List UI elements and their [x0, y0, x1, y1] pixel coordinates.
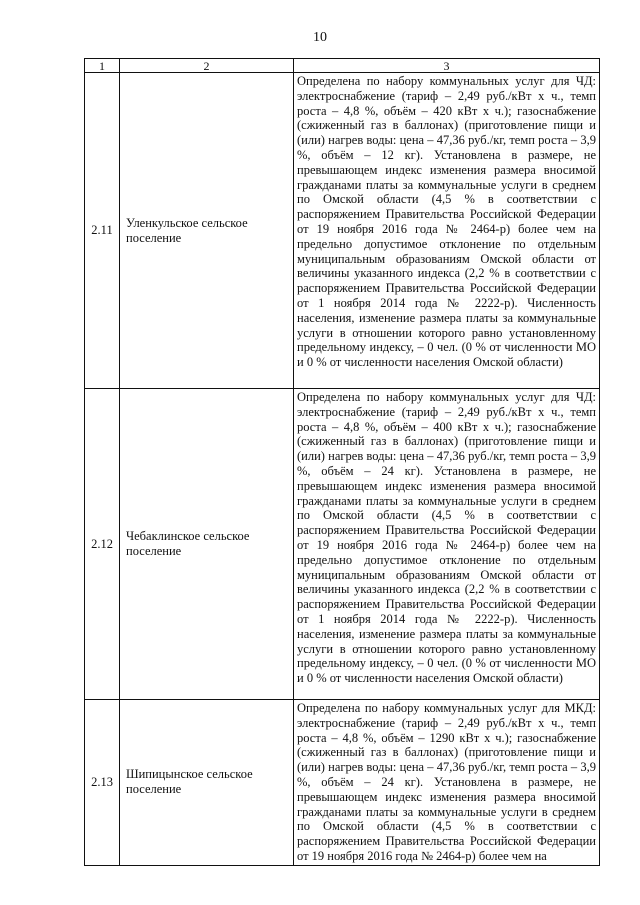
settlement-name: Уленкульское сельское поселение [120, 73, 294, 389]
tariff-table [84, 58, 600, 866]
column-header: 1 [85, 59, 120, 73]
settlement-name: Чебаклинское сельское поселение [120, 389, 294, 700]
table-row [85, 389, 600, 700]
row-description: Определена по набору коммунальных услуг для ЧД: электроснабжение (тариф – 2,49 руб./кВт х ч., темп роста – 4,8 %, объём – 400 кВт х ч.); газоснабжение (сжиженный газ в баллонах) (приготовление пищи и (или) нагрев воды: цена – 47,36 руб./кг, темп роста – 3,9 %, объём – 24 кг). Установлена в размере, не превышающем индекс изменения размера вносимой гражданами платы за коммунальные услуги в среднем по Омской области (4,5 % в соответствии с распоряжением Правительства Российской Федерации от 19 ноября 2016 года № 2464-р) более чем на предельно допустимое отклонение по отдельным муниципальным образованиям Омской области от величины указанного индекса (2,2 % в соответствии с распоряжением Правительства Российской Федерации от 1 ноября 2014 года № 2222-р). Численность населения, изменение размера платы за коммунальные услуги в отношении которого равно установленному предельному индексу, – 0 чел. (0 % от численности МО и 0 % от численности населения Омской области) [294, 389, 600, 700]
settlement-name: Шипицынское сельское поселение [120, 700, 294, 866]
column-header: 3 [294, 59, 600, 73]
page-number: 10 [313, 30, 327, 45]
row-description: Определена по набору коммунальных услуг для МКД: электроснабжение (тариф – 2,49 руб./кВт х ч., темп роста – 4,8 %, объём – 1290 кВт х ч.); газоснабжение (сжиженный газ в баллонах) (приготовление пищи и (или) нагрев воды: цена – 47,36 руб./кг, темп роста – 3,9 %, объём – 24 кг). Установлена в размере, не превышающем индекс изменения размера вносимой гражданами платы за коммунальные услуги в среднем по Омской области (4,5 % в соответствии с распоряжением Правительства Российской Федерации от 19 ноября 2016 года № 2464-р) более чем на [294, 700, 600, 866]
table-row [85, 73, 600, 389]
column-header: 2 [120, 59, 294, 73]
row-description: Определена по набору коммунальных услуг для ЧД: электроснабжение (тариф – 2,49 руб./кВт х ч., темп роста – 4,8 %, объём – 420 кВт х ч.); газоснабжение (сжиженный газ в баллонах) (приготовление пищи и (или) нагрев воды: цена – 47,36 руб./кг, темп роста – 3,9 %, объём – 12 кг). Установлена в размере, не превышающем индекс изменения размера вносимой гражданами платы за коммунальные услуги в среднем по Омской области (4,5 % в соответствии с распоряжением Правительства Российской Федерации от 19 ноября 2016 года № 2464-р) более чем на предельно допустимое отклонение по отдельным муниципальным образованиям Омской области от величины указанного индекса (2,2 % в соответствии с распоряжением Правительства Российской Федерации от 1 ноября 2014 года № 2222-р). Численность населения, изменение размера платы за коммунальные услуги в отношении которого равно установленному предельному индексу, – 0 чел. (0 % от численности МО и 0 % от численности населения Омской области) [294, 73, 600, 389]
row-number: 2.12 [85, 389, 120, 700]
table-header-row [85, 59, 600, 73]
row-number: 2.11 [85, 73, 120, 389]
table-row [85, 700, 600, 866]
row-number: 2.13 [85, 700, 120, 866]
